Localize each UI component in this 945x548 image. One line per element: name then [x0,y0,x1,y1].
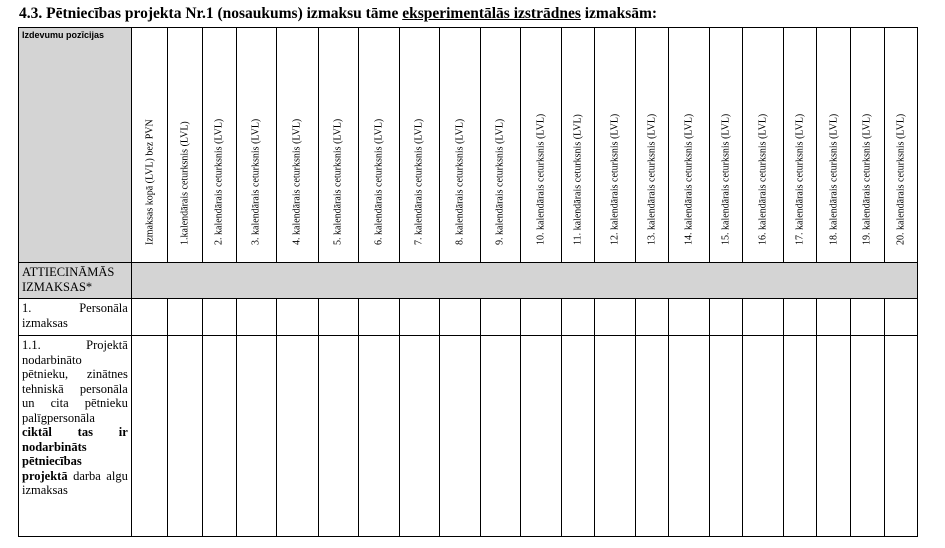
table-cell[interactable] [521,299,562,336]
header-quarter-11: 11. kalendārais ceturksnis (LVL) [561,28,595,263]
table-cell[interactable] [236,336,277,537]
header-total-cost: Izmaksas kopā (LVL) bez PVN [131,28,168,263]
header-quarter-3: 3. kalendārais ceturksnis (LVL) [236,28,277,263]
table-cell[interactable] [318,336,359,537]
table-cell[interactable] [669,299,710,336]
header-quarter-15: 15. kalendārais ceturksnis (LVL) [709,28,743,263]
table-cell[interactable] [783,299,817,336]
table-cell[interactable] [851,336,885,537]
table-cell[interactable] [817,336,851,537]
table-cell[interactable] [561,336,595,537]
table-cell[interactable] [709,299,743,336]
table-cell[interactable] [521,336,562,537]
table-cell[interactable] [318,299,359,336]
header-quarter-13: 13. kalendārais ceturksnis (LVL) [635,28,669,263]
table-cell[interactable] [635,299,669,336]
header-quarter-1: 1.kalendārais ceturksnis (LVL) [168,28,203,263]
table-cell[interactable] [399,336,440,537]
table-cell[interactable] [884,299,918,336]
table-cell[interactable] [168,336,203,537]
row-eligible-costs [19,263,945,299]
eligible-costs-shaded-cell [131,263,917,299]
table-cell[interactable] [851,299,885,336]
table-cell[interactable] [817,299,851,336]
header-quarter-12: 12. kalendārais ceturksnis (LVL) [595,28,636,263]
table-cell[interactable] [743,299,784,336]
row-label-researcher-salaries: 1.1. Projektā nodarbināto pētnieku, zinātnes tehniskā personāla un cita pētnieku palīgpersonāla ciktāl tas ir nodarbināts pētniecības projektā darba algu izmaksas [19,336,132,537]
table-cell[interactable] [783,336,817,537]
table-cell[interactable] [277,336,318,537]
header-expense-positions: Izdevumu pozīcijas [19,28,132,263]
table-cell[interactable] [440,336,481,537]
header-quarter-2: 2. kalendārais ceturksnis (LVL) [202,28,236,263]
table-cell[interactable] [202,299,236,336]
table-cell[interactable] [480,299,521,336]
header-quarter-14: 14. kalendārais ceturksnis (LVL) [669,28,710,263]
table-cell[interactable] [709,336,743,537]
header-quarter-19: 19. kalendārais ceturksnis (LVL) [851,28,885,263]
header-quarter-17: 17. kalendārais ceturksnis (LVL) [783,28,817,263]
table-cell[interactable] [595,336,636,537]
table-cell[interactable] [131,336,168,537]
row-label-personnel-costs: 1. Personāla izmaksas [19,299,132,336]
row-researcher-salaries [19,336,945,537]
table-cell[interactable] [480,336,521,537]
table-cell[interactable] [359,299,400,336]
header-quarter-4: 4. kalendārais ceturksnis (LVL) [277,28,318,263]
table-cell[interactable] [399,299,440,336]
header-quarter-18: 18. kalendārais ceturksnis (LVL) [817,28,851,263]
table-cell[interactable] [743,336,784,537]
header-quarter-16: 16. kalendārais ceturksnis (LVL) [743,28,784,263]
table-cell[interactable] [595,299,636,336]
table-cell[interactable] [277,299,318,336]
header-quarter-5: 5. kalendārais ceturksnis (LVL) [318,28,359,263]
row-personnel-costs [19,299,945,336]
header-quarter-8: 8. kalendārais ceturksnis (LVL) [440,28,481,263]
table-cell[interactable] [635,336,669,537]
row-label-eligible-costs: ATTIECINĀMĀS IZMAKSAS* [19,263,132,299]
header-quarter-7: 7. kalendārais ceturksnis (LVL) [399,28,440,263]
table-cell[interactable] [561,299,595,336]
table-cell[interactable] [359,336,400,537]
table-cell[interactable] [440,299,481,336]
header-quarter-9: 9. kalendārais ceturksnis (LVL) [480,28,521,263]
table-cell[interactable] [202,336,236,537]
table-cell[interactable] [168,299,203,336]
table-cell[interactable] [669,336,710,537]
section-title: 4.3. Pētniecības projekta Nr.1 (nosaukums) izmaksu tāme eksperimentālās izstrādnes izmaksām: [19,5,658,22]
table-cell[interactable] [884,336,918,537]
header-row [19,28,945,263]
budget-table [18,27,945,537]
table-cell[interactable] [236,299,277,336]
header-quarter-10: 10. kalendārais ceturksnis (LVL) [521,28,562,263]
header-quarter-20: 20. kalendārais ceturksnis (LVL) [884,28,918,263]
table-cell[interactable] [131,299,168,336]
header-quarter-6: 6. kalendārais ceturksnis (LVL) [359,28,400,263]
